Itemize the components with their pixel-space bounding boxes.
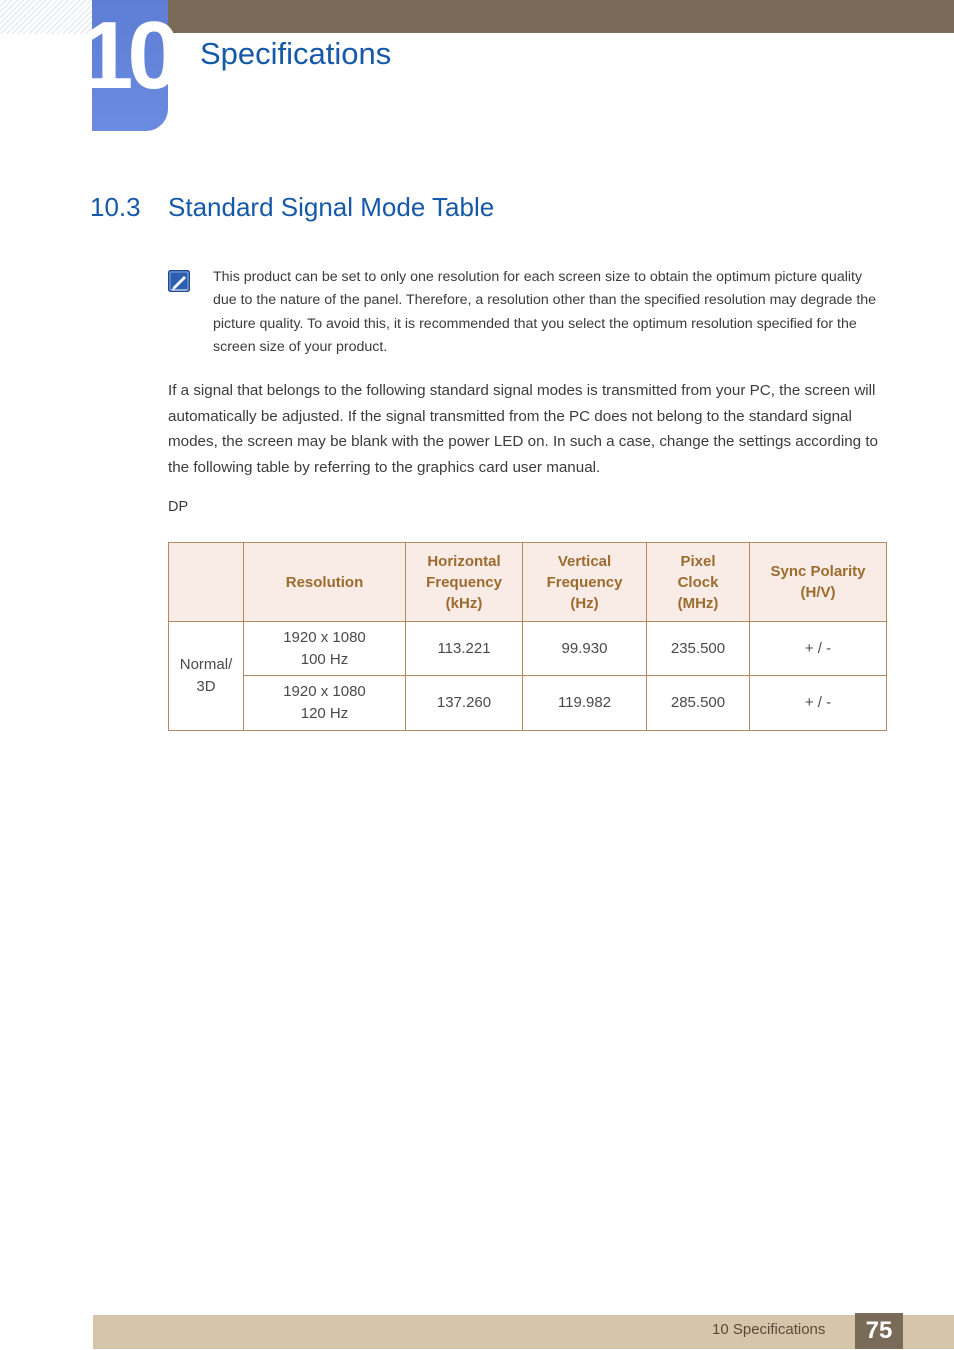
header-sync-line2: (H/V) <box>800 584 836 601</box>
signal-mode-table <box>168 542 887 731</box>
table-label: DP <box>168 499 189 515</box>
cell-resolution <box>244 622 406 676</box>
note-text: This product can be set to only one resolution for each screen size to obtain the optimum picture quality due to the nature of the panel. Therefore, a resolution other than the specified resolution may degrade the picture quality. To avoid this, it is recommended that you select the optimum resolution specified for the screen size of your product. <box>213 269 877 355</box>
cell-v-freq: 99.930 <box>523 622 647 676</box>
cell-resolution-line1: 1920 x 1080 <box>283 628 366 646</box>
cell-pixel-clock: 285.500 <box>647 676 750 731</box>
header-bar <box>168 0 954 33</box>
table-header-row <box>169 543 887 622</box>
footer-chapter-label: 10 Specifications <box>712 1321 826 1338</box>
cell-v-freq: 119.982 <box>523 676 647 731</box>
header-sync-polarity <box>750 543 887 622</box>
cell-h-freq: 113.221 <box>406 622 523 676</box>
chapter-number-block <box>80 0 175 131</box>
header-v-freq <box>523 543 647 622</box>
header-pixel-clock <box>647 543 750 622</box>
note-pencil-icon <box>168 270 190 292</box>
table-row <box>169 622 887 676</box>
header-h-freq-line3: (kHz) <box>445 594 483 612</box>
header-blank <box>169 543 244 622</box>
cell-pixel-clock: 235.500 <box>647 622 750 676</box>
corner-hatch-decoration <box>0 0 92 34</box>
cell-sync: + / - <box>750 622 887 676</box>
section-number: 10.3 <box>90 192 141 222</box>
section-title: Standard Signal Mode Table <box>168 192 495 222</box>
chapter-title: Specifications <box>200 36 392 71</box>
header-pixel-clock-line2: Clock <box>677 573 719 591</box>
cell-h-freq: 137.260 <box>406 676 523 731</box>
header-sync-line1: Sync Polarity <box>770 563 866 580</box>
header-pixel-clock-line3: (MHz) <box>677 594 719 612</box>
group-cell <box>169 622 244 731</box>
header-pixel-clock-line1: Pixel <box>680 552 716 570</box>
header-h-freq-line1: Horizontal <box>427 552 501 570</box>
cell-sync: + / - <box>750 676 887 731</box>
header-h-freq-line2: Frequency <box>426 573 502 591</box>
page-number: 75 <box>855 1313 903 1349</box>
group-line2: 3D <box>196 678 216 695</box>
chapter-number: 10 <box>80 2 175 109</box>
header-resolution: Resolution <box>244 543 406 622</box>
body-paragraph: If a signal that belongs to the following standard signal modes is transmitted from your PC, the screen will automatically be adjusted. If the signal transmitted from the PC does not belong to the standard signal modes, the screen may be blank with the power LED on. In such a case, change the settings according to the following table by referring to the graphics card user manual. <box>168 382 879 476</box>
cell-resolution-line2: 100 Hz <box>300 650 349 668</box>
header-h-freq <box>406 543 523 622</box>
group-line1: Normal/ <box>179 656 233 673</box>
cell-resolution <box>244 676 406 731</box>
header-v-freq-line1: Vertical <box>557 552 612 570</box>
table-row <box>169 676 887 731</box>
header-v-freq-line3: (Hz) <box>570 594 599 612</box>
header-v-freq-line2: Frequency <box>546 573 623 591</box>
cell-resolution-line1: 1920 x 1080 <box>283 683 366 700</box>
section-heading <box>90 192 494 223</box>
cell-resolution-line2: 120 Hz <box>300 705 349 722</box>
